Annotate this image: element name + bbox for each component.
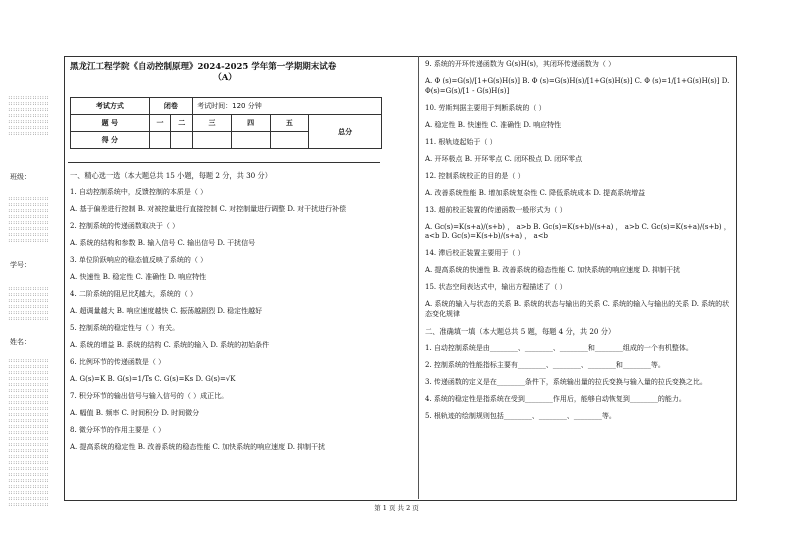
row-score-label: 得 分 (71, 132, 150, 149)
column-divider (418, 56, 419, 499)
col-3: 三 (193, 115, 232, 132)
question-10-options: A. 稳定性 B. 快速性 C. 准确性 D. 响应特性 (425, 120, 562, 129)
score-cell[interactable] (270, 132, 309, 149)
fill-question-5: 5. 根轨迹的绘制规则包括________、________、________等。 (425, 411, 616, 420)
question-7-options: A. 幅值 B. 频率 C. 时间积分 D. 时间微分 (70, 409, 200, 417)
section-separator (68, 162, 380, 163)
score-cell[interactable] (193, 132, 232, 149)
binding-margin (8, 0, 58, 549)
question-1-options: A. 基于偏差进行控制 B. 对被控量进行直接控制 C. 对控制量进行调整 D. 对干扰进行补偿 (70, 205, 347, 213)
question-8-options: A. 提高系统的稳定性 B. 改善系统的稳态性能 C. 加快系统的响应速度 D. 抑制干扰 (70, 443, 326, 451)
question-15: 15. 状态空间表达式中，输出方程描述了（ ） (425, 283, 567, 291)
question-3-options: A. 快速性 B. 稳定性 C. 准确性 D. 响应特性 (70, 273, 207, 281)
section-one-left (70, 171, 380, 453)
fill-question-3: 3. 传递函数的定义是在________条件下，系统输出量的拉氏变换与输入量的拉氏变换之比。 (425, 377, 707, 386)
seal-dotted-line: ::::::::::::::::: ::::::::::::::::: ::::::::::::::::: ::::::::::::::::: ::::::::::::::::: ::::::::::::::::: (8, 286, 49, 321)
question-4-options: A. 超调量越大 B. 响应速度越快 C. 振荡越剧烈 D. 稳定性越好 (70, 307, 263, 315)
score-cell[interactable] (171, 132, 193, 149)
question-8: 8. 微分环节的作用主要是（ ） (70, 426, 166, 434)
question-9-options: A. Φ (s)=G(s)/[1+G(s)H(s)] B. Φ (s)=G(s)H(s)/[1+G(s)H(s)] C. Φ (s)=1/[1+G(s)H(s)] D. Φ(s)=G(s)/[1 - G(s)H(s)] (425, 77, 730, 95)
question-5-options: A. 系统的增益 B. 系统的结构 C. 系统的输入 D. 系统的初始条件 (70, 341, 270, 349)
exam-method: 闭卷 (149, 98, 192, 115)
question-4: 4. 二阶系统的阻尼比ξ越大，系统的（ ） (70, 290, 197, 298)
fill-question-4: 4. 系统的稳定性是指系统在受到________作用后，能够自动恢复到________的能力。 (425, 394, 686, 403)
question-11-options: A. 开环极点 B. 开环零点 C. 闭环极点 D. 闭环零点 (425, 154, 583, 163)
exam-version: （A） (213, 73, 237, 83)
exam-method-label: 考试方式 (71, 98, 150, 115)
left-column (70, 62, 380, 84)
question-2-options: A. 系统的结构和参数 B. 输入信号 C. 输出信号 D. 干扰信号 (70, 239, 256, 247)
score-cell[interactable] (231, 132, 270, 149)
seal-dotted-line: ::::::::::::::::: ::::::::::::::::: ::::::::::::::::: ::::::::::::::::: ::::::::::::::::: ::::::::::::::::: ::::::::::::::::: ::::::::::::::::: ::::::::::::::::: ::::::::::::::::: ::::::::::::::::: ::::::::::::::::: ::::::::::::::::: ::::::::::::::::: ::::::::::::::::: ::::::::::::::::: ::::::::::::::::: ::::::::::::::::: ::::::::::::::::: ::::::::::::::::: ::::::::::::::::: ::::::::::::::::: ::::::::::::::::: ::::::::::::::::: ::::::::::::::::: (8, 358, 49, 507)
seal-dotted-line: ::::::::::::::::: ::::::::::::::::: ::::::::::::::::: ::::::::::::::::: ::::::::::::::::: ::::::::::::::::: ::::::::::::::::: (8, 95, 49, 136)
fill-question-1: 1. 自动控制系统是由________、________、________和________组成的一个有机整体。 (425, 343, 693, 352)
name-label: 姓名： (10, 338, 31, 346)
section-one-heading: 一、精心选一选（本大题总共 15 小题，每题 2 分，共 30 分） (70, 171, 272, 180)
score-table (70, 97, 382, 149)
exam-time: 考试时间：120 分钟 (193, 98, 382, 115)
exam-title: 黑龙江工程学院《自动控制原理》2024-2025 学年第一学期期末试卷 (70, 62, 337, 72)
col-5: 五 (270, 115, 309, 132)
question-6: 6. 比例环节的传递函数是（ ） (70, 358, 166, 366)
question-15-options: A. 系统的输入与状态的关系 B. 系统的状态与输出的关系 C. 系统的输入与输出的关系 D. 系统的状态变化规律 (425, 300, 730, 318)
question-5: 5. 控制系统的稳定性与（ ）有关。 (70, 324, 180, 332)
question-14: 14. 滞后校正装置主要用于（ ） (425, 249, 525, 257)
question-12-options: A. 改善系统性能 B. 增加系统复杂性 C. 降低系统成本 D. 提高系统增益 (425, 188, 646, 197)
question-13-options: A. Gc(s)=K(s+a)/(s+b) ， a>b B. Gc(s)=K(s+b)/(s+a) ， a>b C. Gc(s)=K(s+a)/(s+b) ， a<b D. Gc(s)=K(s+b)/(s+a) ， a<b (425, 222, 731, 240)
question-6-options: A. G(s)=K B. G(s)=1/Ts C. G(s)=Ks D. G(s)=√K (70, 375, 236, 383)
page-number: 第 1 页 共 2 页 (374, 504, 419, 512)
seal-dotted-line: ::::::::::::::::: ::::::::::::::::: ::::::::::::::::: ::::::::::::::::: ::::::::::::::::: ::::::::::::::::: ::::::::::::::::: ::::::::::::::::: (8, 196, 49, 243)
question-1: 1. 自动控制系统中，反馈控制的本质是（ ） (70, 188, 208, 196)
question-9: 9. 系统的开环传递函数为 G(s)H(s)，其闭环传递函数为（ ） (425, 60, 616, 68)
question-12: 12. 控制系统校正的目的是（ ） (425, 171, 525, 180)
question-13: 13. 超前校正装置的传递函数一般形式为（ ） (425, 205, 567, 214)
question-11: 11. 根轨迹起始于（ ） (425, 137, 497, 146)
student-id-label: 学号： (10, 261, 31, 269)
total-label: 总分 (309, 115, 382, 149)
col-1: 一 (149, 115, 171, 132)
question-14-options: A. 提高系统的快速性 B. 改善系统的稳态性能 C. 加快系统的响应速度 D. 抑制干扰 (425, 266, 681, 274)
section-two-heading: 二、准确填一填（本大题总共 5 题，每题 4 分，共 20 分） (425, 326, 616, 336)
question-2: 2. 控制系统的传递函数取决于（ ） (70, 222, 180, 230)
col-2: 二 (171, 115, 193, 132)
question-3: 3. 单位阶跃响应的稳态值反映了系统的（ ） (70, 256, 208, 264)
question-7: 7. 积分环节的输出信号与输入信号的（ ）成正比。 (70, 392, 229, 400)
right-column (425, 60, 733, 421)
row-question-label: 题 号 (71, 115, 150, 132)
question-10: 10. 劳斯判据主要用于判断系统的（ ） (425, 103, 546, 112)
class-label: 班级： (10, 173, 31, 181)
fill-question-2: 2. 控制系统的性能指标主要有________、________、________和________等。 (425, 360, 665, 369)
score-cell[interactable] (149, 132, 171, 149)
col-4: 四 (231, 115, 270, 132)
